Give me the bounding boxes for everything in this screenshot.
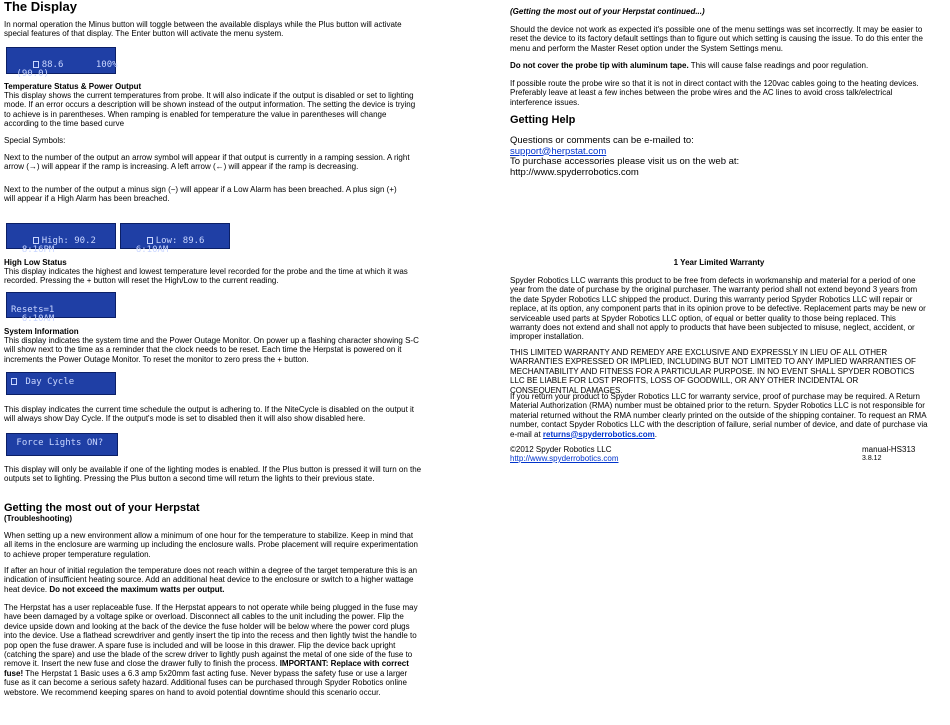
lcd-low-time: 6:10AM — [135, 245, 169, 255]
max-watts-warning: Do not exceed the maximum watts per output. — [49, 584, 225, 594]
lcd-high-value: High: 90.2 — [41, 235, 96, 246]
probe-tape-warning: Do not cover the probe tip with aluminum tape. — [510, 61, 689, 70]
insufficient-heat-text: If after an hour of initial regulation the temperature does not reach within a degree of the target temperature this is an indication of insufficient heating source. Add an additional heat device to the enclosure or switch to a higher wattage heat device. — [4, 566, 418, 594]
warranty-paragraph-2: THIS LIMITED WARRANTY AND REMEDY ARE EXCLUSIVE AND EXPRESSLY IN LIEU OF ALL OTHER WARRANTIES EXPRESSED OR IMPLIED, INCLUDING BUT NOT LIMITED TO ANY IMPLIED WARRANTIES OF MECHANTABILITY AND FITNESS FOR A PARTICULAR PURPOSE. IN NO EVENT SHALL SPYDER ROBOTICS LLC BE LIABLE FOR LOST PROFITS, LOSS OF GOODWILL, OR ANY OTHER INCIDENTAL OR CONSEQUENTIAL DAMAGES. — [510, 348, 916, 395]
website-url: http://www.spyderrobotics.com — [510, 166, 639, 178]
copyright-text: ©2012 Spyder Robotics LLC — [510, 445, 612, 454]
help-web-prompt: To purchase accessories please visit us on the web at: — [510, 156, 740, 167]
settings-paragraph: Should the device not work as expected it's possible one of the menu settings was set incorrectly. It may be easier to reset the device to its factory default settings than to figure out which setting is causing the issue. To do this enter the menu and perform the Master Reset option under the System Settings menu. — [510, 25, 923, 53]
lcd-high-time: 8:16PM — [21, 245, 55, 255]
lcd-low-value: Low: 89.6 — [155, 235, 205, 246]
help-email-prompt: Questions or comments can be e-mailed to: — [510, 135, 694, 146]
fuse-text-a: The Herpstat has a user replaceable fuse. If the Herpstat appears to not operate while being plugged in the fuse may have been damaged by a voltage spike or overload. Disconnect all cables to the unit including the power. Flip the device upside down and looking at the back of the device the fuse holder will be below where the power cord plugs into the device. Use a flathead screwdriver and gently insert the tip into the recess and then lightly twist the handle to pop open the fuse drawer. A spare fuse is included and will be loose in this drawer. Flip the device back upright (catching the spare) and use the blade of the screw driver to lightly push against the metal of one side of the fuse to remove it. Insert the new fuse and close the drawer fully to finish the process. — [4, 603, 418, 669]
high-low-body: This display indicates the highest and lowest temperature level recorded for the probe and the time at which it was recorded. Pressing the + button will reset the High/Low to the current reading. — [4, 267, 408, 286]
probe-route-paragraph: If possible route the probe wire so that it is not in direct contact with the 120vac cables going to the heating devices. Preferably leave at least a few inches between the probe wires and the AC lines to avoid cross talk/electrical interference issues. — [510, 79, 919, 107]
lcd-day-cycle-text: Day Cycle — [25, 377, 75, 387]
lcd-resets-display — [6, 292, 116, 324]
continued-heading: (Getting the most out of your Herpstat continued...) — [510, 7, 705, 16]
alarm-symbol-paragraph: Next to the number of the output a minus sign (−) will appear if a Low Alarm has been breached. A plus sign (+) will appear if a High Alarm has been breached. — [4, 185, 397, 204]
footer-website-link[interactable]: http://www.spyderrobotics.com — [510, 454, 619, 463]
support-email-link[interactable]: support@herpstat.com — [510, 145, 607, 157]
lcd-temperature-display — [6, 47, 118, 79]
output-indicator-icon — [33, 237, 39, 244]
lcd-resets-time: 6:10AM — [21, 314, 55, 324]
system-info-heading: System Information — [4, 327, 79, 336]
day-cycle-body: This display indicates the current time schedule the output is adhering to. If the NiteCycle is disabled on the output it will always show Day Cycle. If the output's mode is set to disabled then it will also show disabled here. — [4, 405, 415, 424]
output-indicator-icon — [11, 378, 17, 385]
warranty-rma-text: If you return your product to Spyder Robotics LLC for warranty service, proof of purchase may be required. A Return Material Authorization (RMA) number must be obtained prior to the return. Spyder Robotics LLC is not responsible for material returned without the RMA number clearly printed on the outside of the shipping container. To request an RMA number, contact Spyder Robotics LLC with the description of failure, serial number of device, and date of purchase via e-mail at — [510, 392, 928, 439]
warranty-paragraph-3: If you return your product to Spyder Robotics LLC for warranty service, proof of purchase may be required. A Return Material Authorization (RMA) number must be obtained prior to the return. Spyder Robotics LLC is not responsible for material returned without the RMA number clearly printed on the outside of the shipping container. To request an RMA number, contact Spyder Robotics LLC with the description of failure, serial number of device, and date of purchase via e-mail at returns@spyderrobotics.com. — [510, 392, 928, 439]
warranty-paragraph-1: Spyder Robotics LLC warrants this product to be free from defects in workmanship and material for a period of one year from the date of purchase by the original purchaser. The warranty period shall not extend beyond 3 years from the date Spyder Robotics LLC shipped the product. During this warranty period Spyder Robotics LLC will repair or replace, at its option, any component parts that in its opinion prove to be defective. Replacement parts may be new or serviceable used parts at Spyder Robotics LLC option, of equal or better quality to those being replaced. This warranty does not extend and shall not apply to products that have been subjected to misuse, neglect, accident, or improper installation. — [510, 276, 926, 342]
lcd-high-display — [6, 223, 116, 255]
temp-status-heading: Temperature Status & Power Output — [4, 82, 142, 91]
arrow-symbol-paragraph: Next to the number of the output an arrow symbol will appear if that output is currently in a ramping session. A right arrow (→) will appear if the ramp is increasing. A left arrow (←) will appear if the ramp is decreasing. — [4, 153, 410, 172]
warranty-heading: 1 Year Limited Warranty — [673, 258, 765, 267]
returns-email-link[interactable]: returns@spyderrobotics.com — [542, 429, 655, 439]
high-low-heading: High Low Status — [4, 258, 67, 267]
most-out-heading: Getting the most out of your Herpstat — [4, 502, 200, 514]
lcd-day-cycle-display — [6, 372, 116, 395]
temp-status-body: This display shows the current temperatures from probe. It will also indicate if the output is disabled or set to lighting mode. If an error occurs a description will be shown instead of the output information. The setting the device is trying to achieve is in parentheses. When ramping is enabled for temperature the value in parentheses will change according to the time based curve — [4, 91, 416, 129]
lcd-temp-reading: 88.6 — [41, 59, 64, 70]
fuse-important: IMPORTANT: Replace with correct fuse! — [4, 659, 409, 678]
troubleshooting-subheading: (Troubleshooting) — [4, 514, 72, 523]
lcd-setpoint: (90.0) — [16, 69, 49, 79]
system-info-body: This display indicates the system time and the Power Outage Monitor. On power up a flashing character showing S-C will show next to the time as a reminder that the clock needs to be reset. Each time the Herpstat is powered on it increments the Power Outage Monitor. To reset the monitor to zero press the + button. — [4, 336, 419, 364]
force-lights-body: This display will only be available if one of the lighting modes is enabled. If the Plus button is pressed it will turn on the outputs set to lighting. Pressing the Plus button a second time will return the lights to their previous state. — [4, 465, 422, 484]
display-title: The Display — [4, 0, 77, 14]
insufficient-heat-paragraph — [4, 566, 422, 594]
manual-number: manual-HS313 — [862, 445, 916, 454]
output-indicator-icon — [33, 61, 39, 68]
lcd-force-lights-text: Force Lights ON? — [16, 438, 104, 448]
probe-tape-text: This will cause false readings and poor regulation. — [690, 61, 869, 70]
lcd-low-display — [120, 223, 230, 255]
special-symbols-label: Special Symbols: — [4, 136, 66, 145]
contact-block — [510, 136, 925, 178]
fuse-paragraph — [4, 603, 422, 697]
manual-date: 3.8.12 — [862, 455, 882, 462]
intro-paragraph: In normal operation the Minus button will toggle between the available displays while the Plus button will activate special features of that display. The Enter button will activate the menu system. — [4, 20, 402, 39]
getting-help-heading: Getting Help — [510, 114, 576, 126]
lcd-output-percent: 100% — [95, 59, 118, 70]
fuse-text-b: The Herpstat 1 Basic uses a 6.3 amp 5x20mm fast acting fuse. Never bypass the safety fuse or use a larger fuse as it can become a serious safety hazard. Additional fuses can be purchased through Spyder Robotics online webstore. We recommend keeping spares on hand to avoid potential downtime should this scenario occur. — [4, 668, 408, 697]
probe-tape-paragraph — [510, 61, 925, 70]
environment-paragraph: When setting up a new environment allow a minimum of one hour for the temperature to stabilize. Keep in mind that all items in the enclosure are warming up including the enclosure walls. Probe placement will require experimentation to achieve proper temperature regulation. — [4, 531, 418, 559]
lcd-force-lights-display — [6, 433, 118, 456]
lcd-resets-count: Resets=1 — [11, 304, 55, 315]
output-indicator-icon — [147, 237, 153, 244]
